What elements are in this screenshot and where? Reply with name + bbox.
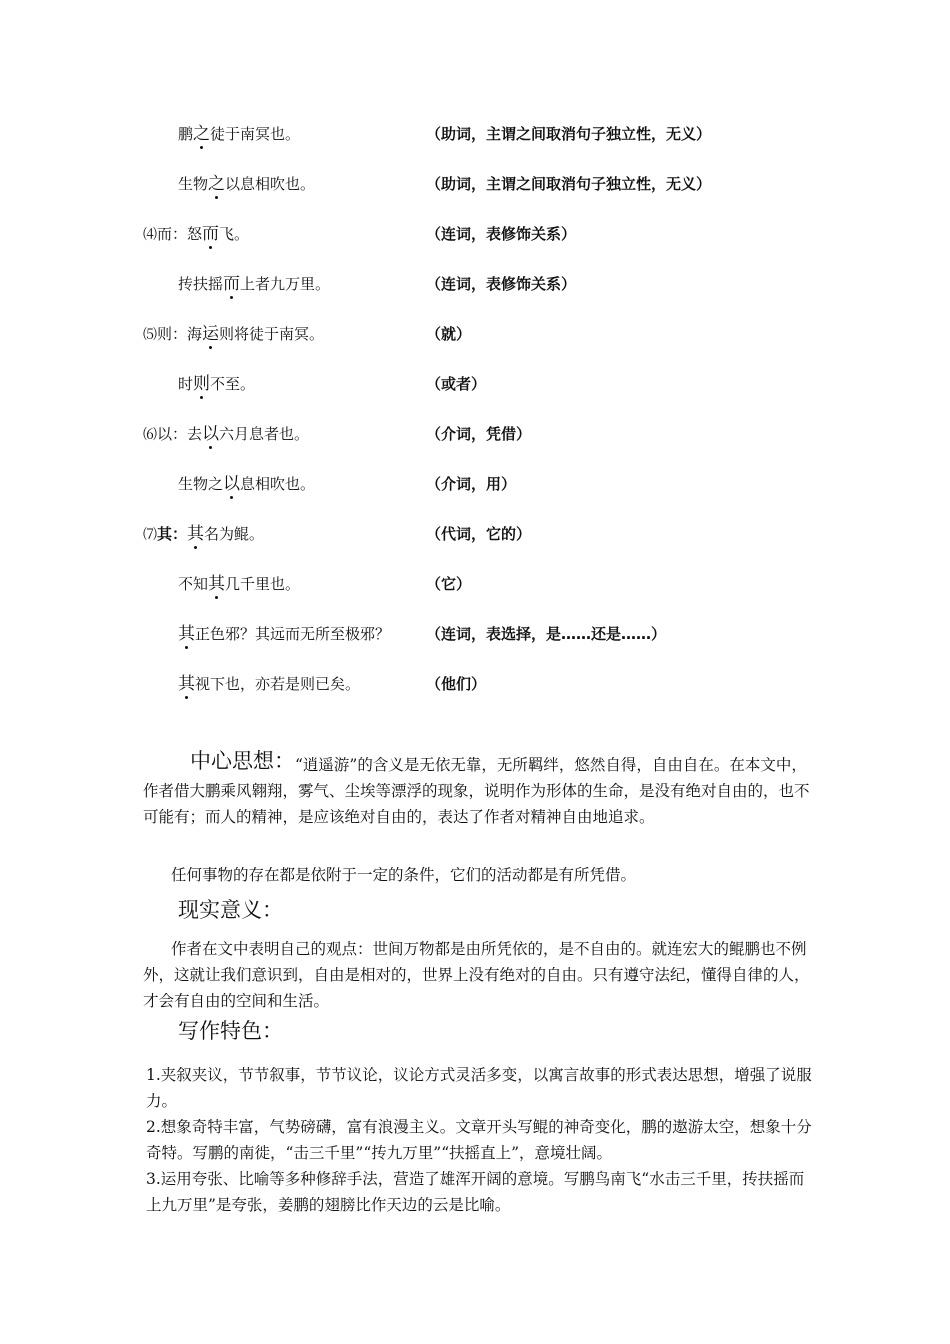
example-row [0,570,950,598]
key-word: 运 [202,324,220,344]
example-explanation: （它） [426,575,472,593]
writing-feature-item: 1.夹叙夹议，节节叙事，节节议论，议论方式灵活多变，以寓言故事的形式表达思想，增强了说服力。 [146,1066,812,1110]
writing-features-heading: 写作特色： [178,1019,283,1043]
example-sentence: 生物之以息相吹也。 [178,174,316,194]
example-row [0,520,950,548]
key-word: 以 [223,474,241,494]
example-sentence: ⑹以：去以六月息者也。 [143,424,310,444]
item-number: ⑷ [143,227,157,243]
example-explanation: （连词，表修饰关系） [426,275,577,293]
central-idea-heading: 中心思想： [190,749,295,773]
example-sentence: 时则不至。 [178,374,256,394]
example-explanation: （连词，表选择，是……还是……） [426,625,667,643]
key-word: 其 [178,624,195,644]
item-label: 其： [157,525,188,543]
example-explanation: （或者） [426,375,487,393]
example-row [0,120,950,148]
example-sentence: 其视下也，亦若是则已矣。 [178,674,361,694]
item-number: ⑺ [143,527,157,543]
key-word: 其 [208,574,226,594]
example-row [0,320,950,348]
central-idea-text-2: 任何事物的存在都是依附于一定的条件，它们的活动都是有所凭借。 [171,866,637,884]
example-row [0,670,950,698]
example-explanation: （助词，主谓之间取消句子独立性，无义） [426,175,712,193]
key-word: 而 [202,224,220,244]
key-word: 以 [202,424,220,444]
item-label: 而： [157,225,188,243]
example-row [0,470,950,498]
example-row [0,220,950,248]
writing-features-list [146,1062,812,1218]
example-sentence: 其正色邪？其远而无所至极邪？ [178,624,391,644]
example-explanation: （就） [426,325,472,343]
item-number: ⑹ [143,427,157,443]
example-sentence: 抟扶摇而上者九万里。 [178,274,331,294]
key-word: 其 [187,524,205,544]
key-word: 之 [208,174,226,194]
item-number: ⑸ [143,327,157,343]
example-explanation: （助词，主谓之间取消句子独立性，无义） [426,125,712,143]
example-sentence: 生物之以息相吹也。 [178,474,316,494]
example-sentence: ⑸则：海运则将徒于南冥。 [143,324,325,344]
example-sentence: ⑺其：其名为鲲。 [143,524,265,544]
example-row [0,270,950,298]
example-explanation: （介词，用） [426,475,517,493]
example-row [0,170,950,198]
item-label: 以： [157,425,188,443]
example-row [0,620,950,648]
key-word: 而 [223,274,241,294]
example-sentence: 鹏之徒于南冥也。 [178,124,301,144]
example-explanation: （连词，表修饰关系） [426,225,577,243]
realistic-significance-text: 作者在文中表明自己的观点：世间万物都是由所凭依的，是不自由的。就连宏大的鲲鹏也不例外，这就让我们意识到，自由是相对的，世界上没有绝对的自由。只有遵守法纪，懂得自律的人，才会有自由的空间和生活。 [143,940,810,1010]
example-explanation: （代词，它的） [426,525,532,543]
key-word: 其 [178,674,195,694]
item-label: 则： [157,325,188,343]
example-row [0,370,950,398]
writing-feature-item: 2.想象奇特丰富，气势磅礴，富有浪漫主义。文章开头写鲲的神奇变化，鹏的遨游太空，想象十分奇特。写鹏的南徙，“击三千里”“抟九万里”“扶摇直上”，意境壮阔。 [146,1118,812,1162]
example-explanation: （他们） [426,675,487,693]
key-word: 之 [193,124,211,144]
realistic-significance-heading: 现实意义： [178,898,283,922]
writing-feature-item: 3.运用夸张、比喻等多种修辞手法，营造了雄浑开阔的意境。写鹏鸟南飞“水击三千里，抟扶摇而上九万里”是夸张，姜鹏的翅膀比作天边的云是比喻。 [146,1170,805,1214]
example-row [0,420,950,448]
example-sentence: ⑷而：怒而飞。 [143,224,250,244]
key-word: 则 [193,374,211,394]
example-explanation: （介词，凭借） [426,425,532,443]
central-idea-text: “逍遥游”的含义是无依无靠，无所羁绊，悠然自得，自由自在。在本文中，作者借大鹏乘风翱翔，雾气、尘埃等漂浮的现象，说明作为形体的生命，是没有绝对自由的，也不可能有；而人的精神，是应该绝对自由的，表达了作者对精神自由地追求。 [143,756,810,826]
example-sentence: 不知其几千里也。 [178,574,301,594]
